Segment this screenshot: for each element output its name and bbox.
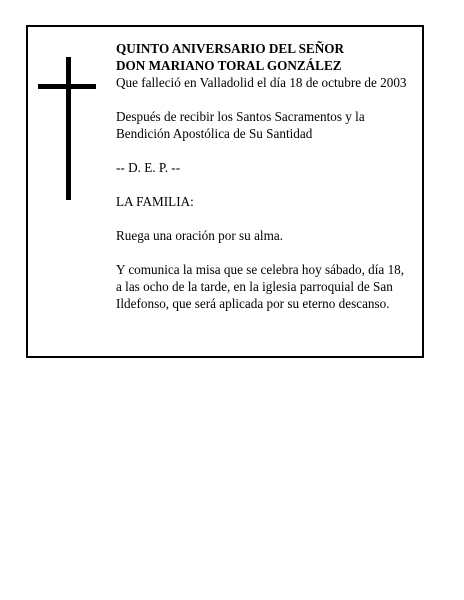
mass-line-2: a las ocho de la tarde, en la iglesia parroquial de San xyxy=(116,279,393,294)
heading-line-2: DON MARIANO TORAL GONZÁLEZ xyxy=(116,58,342,73)
family-line: LA FAMILIA: xyxy=(116,194,194,209)
rip-line: -- D. E. P. -- xyxy=(116,160,181,175)
cross-icon-horizontal-bar xyxy=(38,84,96,89)
notice-text-block xyxy=(116,40,416,312)
sacraments-line-2: Bendición Apostólica de Su Santidad xyxy=(116,126,313,141)
heading-line-1: QUINTO ANIVERSARIO DEL SEÑOR xyxy=(116,41,345,56)
obituary-notice-frame xyxy=(26,25,424,358)
cross-icon-vertical-bar xyxy=(66,57,71,200)
sacraments-line-1: Después de recibir los Santos Sacramentos y la xyxy=(116,109,365,124)
mass-line-3: Ildefonso, que será aplicada por su eterno descanso. xyxy=(116,296,390,311)
death-date-line: Que falleció en Valladolid el día 18 de octubre de 2003 xyxy=(116,75,407,90)
mass-line-1: Y comunica la misa que se celebra hoy sábado, día 18, xyxy=(116,262,405,277)
prayer-line: Ruega una oración por su alma. xyxy=(116,228,283,243)
